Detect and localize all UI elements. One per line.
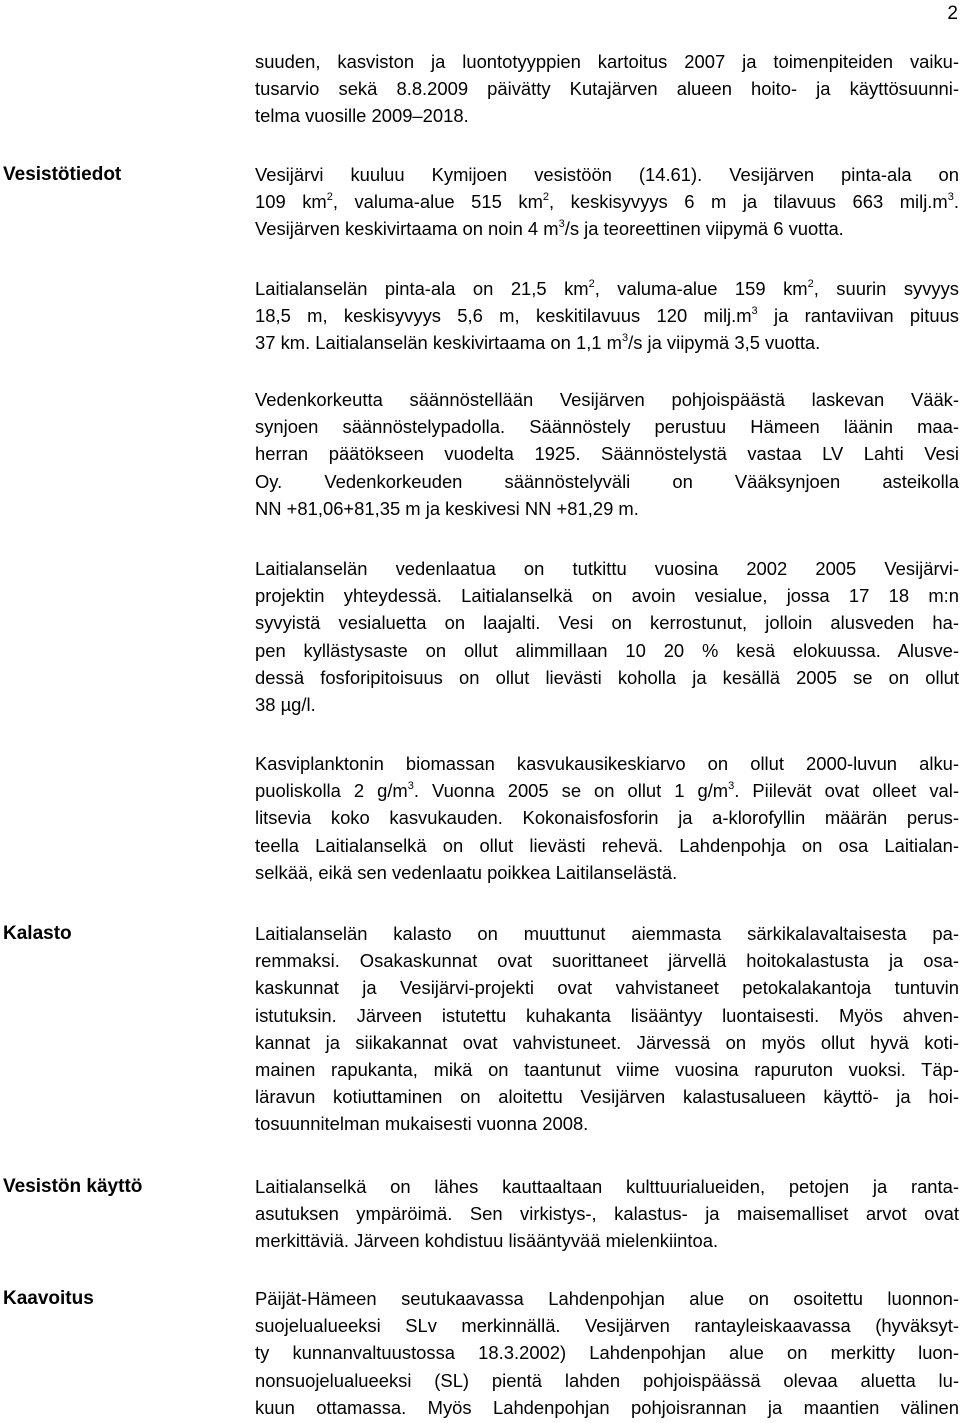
text-line: tosuunnitelman mukaisesti vuonna 2008.: [255, 1113, 589, 1135]
text-line: Vesijärvi kuuluu Kymijoen vesistöön (14.61). Vesijärven pinta-ala on: [255, 164, 959, 185]
text-line: herran päätökseen vuodelta 1925. Säännöstelystä vastaa LV Lahti Vesi: [255, 443, 959, 465]
text-line: remmaksi. Osakaskunnat ovat suorittaneet järvellä hoitokalastusta ja osa-: [255, 950, 959, 972]
text-line: NN +81,06+81,35 m ja keskivesi NN +81,29 m.: [255, 497, 639, 519]
heading-kalasto: Kalasto: [3, 923, 72, 944]
text-line: 18,5 m, keskisyvyys 5,6 m, keskitilavuus 120 $milj.m^3$ ja rantaviivan pituus: [255, 305, 959, 327]
text-line: kaskunnat ja Vesijärvi-projekti ovat vahvistaneet petokalakantoja tuntuvin: [255, 977, 959, 999]
text-line: istutuksin. Järveen istutettu kuhakanta lisääntyy luontaisesti. Myös ahven-: [255, 1004, 959, 1026]
text-line: Laitialanselän vedenlaatua on tutkittu vuosina 2002 2005 Vesijärvi-: [255, 558, 959, 579]
text-line: 109 $km^2$, valuma-alue 515 $km^2$, keskisyvyys 6 m ja tilavuus 663 $milj.m^3$.: [255, 191, 959, 213]
text-line: 37 km. Laitialanselän keskivirtaama on 1,1 $m^3/s$ ja viipymä 3,5 vuotta.: [255, 332, 821, 354]
intro-paragraph: [255, 48, 959, 130]
kalasto-paragraph: [255, 920, 959, 1138]
text-line: merkittäviä. Järveen kohdistuu lisääntyvää mielenkiintoa.: [255, 1230, 719, 1252]
text-line: mainen rapukanta, mikä on taantunut viime vuosina rapuruton vuoksi. Täp-: [255, 1059, 959, 1081]
text-line: teella Laitialanselkä on ollut lievästi rehevä. Lahdenpohja on osa Laitialan-: [255, 834, 959, 856]
text-line: suojelualueeksi SLv merkinnällä. Vesijärven rantayleiskaavassa (hyväksyt-: [255, 1315, 959, 1337]
text-line: Laitialanselän pinta-ala on 21,5 $km^2$, valuma-alue 159 $km^2$, suurin syvyys: [255, 278, 959, 299]
text-line: Päijät-Hämeen seutukaavassa Lahdenpohjan alue on osoitettu luonnon-: [255, 1288, 959, 1309]
vedenlaatu-paragraph: [255, 555, 959, 718]
text-line: 38 µg/l.: [255, 694, 316, 716]
text-line: tusarvio sekä 8.8.2009 päivätty Kutajärven alueen hoito- ja käyttösuunni-: [255, 78, 959, 100]
text-line: selkää, eikä sen vedenlaatu poikkea Laitilanselästä.: [255, 861, 678, 883]
heading-vesistotiedot: Vesistötiedot: [3, 164, 122, 185]
text-line: Laitialanselkä on lähes kauttaaltaan kulttuurialueiden, petojen ja ranta-: [255, 1176, 959, 1197]
text-line: syvyistä vesialuetta on laajalti. Vesi on kerrostunut, jolloin alusveden ha-: [255, 612, 959, 634]
text-line: Oy. Vedenkorkeuden säännöstelyväli on Vääksynjoen asteikolla: [255, 470, 959, 492]
saannostely-paragraph: [255, 386, 959, 522]
text-line: Kasviplanktonin biomassan kasvukausikeskiarvo on ollut 2000-luvun alku-: [255, 753, 959, 774]
page-number: 2: [947, 3, 958, 24]
text-line: projektin yhteydessä. Laitialanselkä on avoin vesialue, jossa 17 18 m:n: [255, 585, 959, 607]
text-line: asutuksen ympäröimä. Sen virkistys-, kalastus- ja maisemalliset arvot ovat: [255, 1203, 959, 1225]
laitialanselka-paragraph: [255, 275, 959, 357]
text-line: telma vuosille 2009–2018.: [255, 105, 469, 127]
heading-kaavoitus: Kaavoitus: [3, 1288, 94, 1309]
vesijarvi-paragraph: [255, 161, 959, 243]
text-line: synjoen säännöstelypadolla. Säännöstely perustuu Hämeen läänin maa-: [255, 416, 959, 438]
text-line: puoliskolla 2 $g/m^3$. Vuonna 2005 se on ollut 1 $g/m^3$. Piilevät ovat olleet val-: [255, 780, 959, 802]
text-line: Vedenkorkeutta säännöstellään Vesijärven pohjoispäästä laskevan Vääk-: [255, 389, 959, 410]
text-line: litsevia koko kasvukauden. Kokonaisfosforin ja a-klorofyllin määrän perus-: [255, 807, 959, 829]
kasviplankton-paragraph: [255, 750, 959, 886]
text-line: Vesijärven keskivirtaama on noin 4 $m^3/s$ ja teoreettinen viipymä 6 vuotta.: [255, 218, 844, 240]
text-line: pen kyllästysaste on ollut alimmillaan 10 20 % kesä elokuussa. Alusve-: [255, 639, 959, 661]
text-line: kannat ja siikakannat ovat vahvistuneet. Järvessä on myös ollut hyvä koti-: [255, 1031, 959, 1053]
heading-vesiston-kaytto: Vesistön käyttö: [3, 1176, 143, 1197]
text-line: läravun kotiuttaminen on aloitettu Vesijärven kalastusalueen käyttö- ja hoi-: [255, 1086, 959, 1108]
text-line: ty kunnanvaltuustossa 18.3.2002) Lahdenpohjan alue on merkitty luon-: [255, 1342, 959, 1364]
text-line: nonsuojelualueeksi (SL) pientä lahden pohjoispäässä olevaa aluetta lu-: [255, 1369, 959, 1391]
text-line: suuden, kasviston ja luontotyyppien kartoitus 2007 ja toimenpiteiden vaiku-: [255, 51, 959, 72]
text-line: Laitialanselän kalasto on muuttunut aiemmasta särkikalavaltaisesta pa-: [255, 923, 959, 944]
text-line: kuun ottamassa. Myös Lahdenpohjan pohjoisrannan ja maantien välinen: [255, 1396, 959, 1418]
kaytto-paragraph: [255, 1173, 959, 1255]
text-line: dessä fosforipitoisuus on ollut lievästi koholla ja kesällä 2005 se on ollut: [255, 666, 959, 688]
kaavoitus-paragraph: [255, 1285, 959, 1421]
